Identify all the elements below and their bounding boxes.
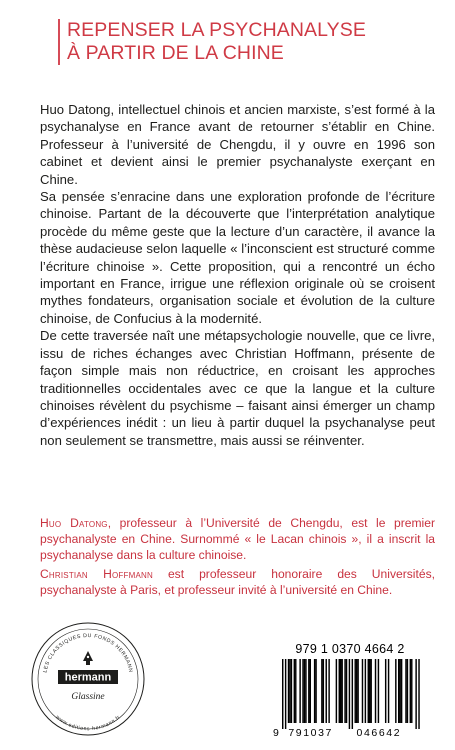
barcode-bar <box>328 659 329 723</box>
barcode-bar <box>369 659 370 723</box>
barcode-bar <box>340 659 341 723</box>
barcode-bar <box>410 659 411 723</box>
barcode-bar <box>395 659 396 723</box>
barcode-bar <box>341 659 342 723</box>
barcode-digits-right: 046642 <box>356 727 402 737</box>
blurb <box>40 101 435 449</box>
barcode-bar <box>399 659 400 723</box>
blurb-paragraph-1: Huo Datong, intellectuel chinois et ancien marxiste, s’est formé à la psychanalyse en France avant de retourner s’établir en Chine. Professeur à l’université de Chengdu, il y ouvre en 1996 son cabinet et devient ainsi le premier psychanalyste exerçant en Chine. <box>40 102 435 187</box>
barcode-bar <box>305 659 306 723</box>
barcode-bar <box>315 659 316 723</box>
barcode-bar <box>304 659 305 723</box>
barcode-bar <box>415 659 416 729</box>
isbn-text: 979 1 0370 4664 2 <box>295 642 405 656</box>
barcode-bar <box>355 659 356 723</box>
barcode-bar <box>407 659 408 723</box>
logo-collection: Glassine <box>71 692 105 702</box>
barcode-bar <box>288 659 289 723</box>
barcode-bar <box>294 659 295 723</box>
barcode-digits-left: 791037 <box>288 727 333 737</box>
logo-website-text: www.editions-hermann.fr <box>54 714 122 733</box>
barcode-bar <box>339 659 340 723</box>
barcode-bar <box>310 659 311 723</box>
author-bio-text-2: est professeur honoraire des Universités, psychanalyste à Paris, et professeur invité à l’université en Chine. <box>40 567 435 597</box>
barcode-bar <box>385 659 386 723</box>
barcode-bar <box>398 659 399 723</box>
barcode-bar <box>388 659 389 723</box>
barcode-bar <box>289 659 290 723</box>
logo-arc-top-text: LES CLASSIQUES DU FONDS HERMANN <box>42 632 134 674</box>
barcode-bar <box>370 659 371 723</box>
barcode-bar <box>308 659 309 723</box>
barcode-bar <box>291 659 292 723</box>
barcode-bar <box>346 659 347 723</box>
barcode <box>270 659 430 737</box>
isbn-barcode-block <box>270 642 430 737</box>
logo-brand: hermann <box>64 671 112 684</box>
barcode-bar <box>323 659 324 723</box>
author-name-huo-datong: Huo Datong <box>40 516 108 530</box>
barcode-bar <box>375 659 376 723</box>
barcode-bar <box>314 659 315 723</box>
barcode-digit-first: 9 <box>273 727 281 737</box>
barcode-bar <box>326 659 327 723</box>
barcode-bar <box>349 659 350 729</box>
book-title <box>58 19 448 65</box>
barcode-bar <box>357 659 358 723</box>
barcode-bar <box>362 659 363 723</box>
barcode-bar <box>344 659 345 723</box>
barcode-bar <box>418 659 419 729</box>
barcode-bar <box>368 659 369 723</box>
author-name-christian-hoffmann: Christian Hoffmann <box>40 567 153 581</box>
blurb-paragraph-2: Sa pensée s’enracine dans une exploration profonde de l’écriture chinoise. Partant de la découverte que l’interprétation analytique procède du même geste que la lecture d’un caractère, il avance la thèse audacieuse selon laquelle « l’inconscient est structuré comme l’écriture chinoise ». Cette proposition, qui a rencontré un écho important en France, irrigue une réflexion originale où se croisent mythes fondateurs, organisation sociale et évolution de la culture chinoise, de Confucius à la modernité. <box>40 189 435 326</box>
pen-nib-icon <box>83 651 93 665</box>
author-bio-text-1: , professeur à l’Université de Chengdu, est le premier psychanalyste en Chine. Surnommé « le Lacan chinois », il a inscrit la psychanalyse dans la culture chinoise. <box>40 516 435 562</box>
publisher-logo-seal <box>30 621 146 737</box>
author-bio-christian-hoffmann <box>40 566 435 598</box>
barcode-bar <box>321 659 322 723</box>
blurb-paragraph-3: De cette traversée naît une métapsychologie nouvelle, que ce livre, issu de riches échanges avec Christian Hoffmann, présente de façon simple mais non réductrice, en croisant les approches traditionnelles occidentales avec ce que la langue et la culture chinoises révèlent du psychisme – faisant ainsi émerger un champ d’expériences inédit : un lieu à partir duquel la psychanalyse peut non seulement se transmettre, mais aussi se réinventer. <box>40 328 435 448</box>
barcode-bar <box>295 659 296 723</box>
barcode-bar <box>282 659 283 729</box>
barcode-bar <box>336 659 337 723</box>
barcode-bar <box>356 659 357 723</box>
barcode-bar <box>365 659 366 723</box>
barcode-bar <box>302 659 303 723</box>
title-line-1: REPENSER LA PSYCHANALYSE <box>67 19 366 41</box>
barcode-bar <box>299 659 300 723</box>
barcode-bar <box>411 659 412 723</box>
barcode-bar <box>401 659 402 723</box>
barcode-bar <box>405 659 406 723</box>
barcode-bar <box>378 659 379 723</box>
barcode-bar <box>352 659 353 729</box>
title-line-2: À PARTIR DE LA CHINE <box>67 42 284 64</box>
author-bio-huo-datong <box>40 515 435 563</box>
barcode-bar <box>285 659 286 729</box>
